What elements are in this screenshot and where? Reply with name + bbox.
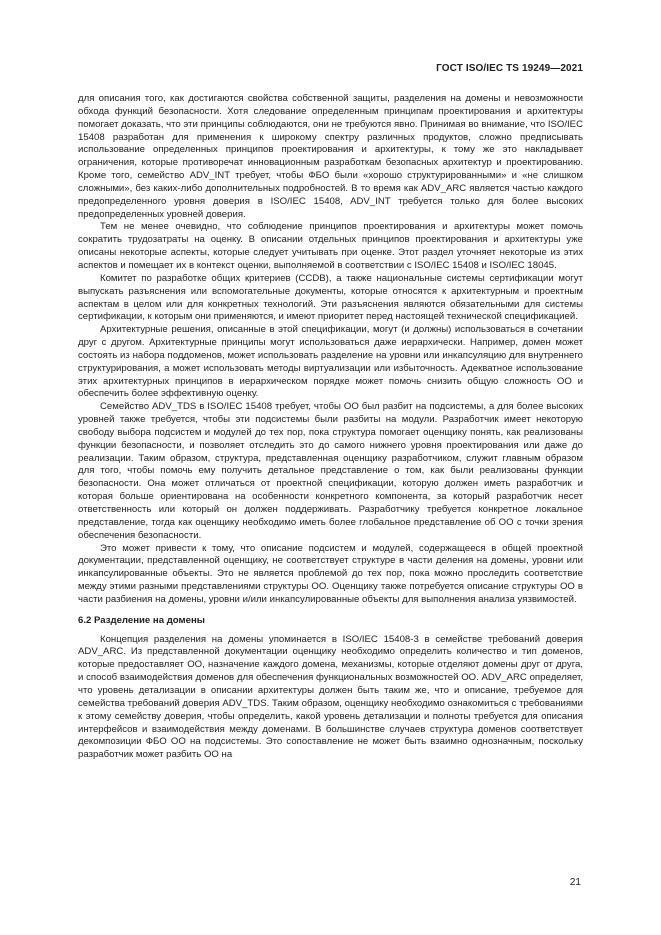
paragraph: Семейство ADV_TDS в ISO/IEC 15408 требует, чтобы ОО был разбит на подсистемы, а для более высоких уровней также требуется, чтобы эти подсистемы были разбиты на модули. Разработчик имеет некоторую свободу выбора подсистем и модулей до тех пор, пока структура помогает оценщику понять, как реализованы функции безопасности, и позволяет отследить это до самого нижнего уровня проектирования или даже до реализации. Таким образом, структура, представленная оценщику разработчиком, служит главным образом для того, чтобы помочь ему получить детальное представление о том, как были реализованы функции безопасности. Она может отличаться от проектной спецификации, которую должен иметь разработчик и которая больше ориентирована на особенности конкретного компонента, за который разработчик несет ответственность или который он должен поддерживать. Разработчику требуется конкретное локальное представление, тогда как оценщику необходимо иметь более глобальное представление об ОО с точки зрения обеспечения безопасности.	[78, 401, 583, 541]
section-heading: 6.2 Разделение на домены	[78, 614, 205, 626]
page-number: 21	[569, 877, 581, 888]
paragraph: Тем не менее очевидно, что соблюдение принципов проектирования и архитектуры может помочь сократить трудозатраты на оценку. В описании отдельных принципов проектирования и архитектуры уже описаны некоторые аспекты, которые следует учитывать при оценке. Этот раздел уточняет некоторые из этих аспектов и помещает их в контекст оценки, выполняемой в соответствии с ISO/IEC 15408 и ISO/IEC 18045.	[78, 221, 583, 271]
page-body	[78, 93, 583, 762]
paragraph: Архитектурные решения, описанные в этой спецификации, могут (и должны) использоваться в сочетании друг с другом. Архитектурные принципы могут использоваться даже иерархически. Например, домен может состоять из набора поддоменов, может использовать разделение на уровни или инкапсуляцию для внутреннего структурирования, а может использовать методы виртуализации или избыточность. Адекватное использование этих архитектурных принципов в иерархическом порядке может помочь снизить общую сложность ОО и обеспечить более эффективную оценку.	[78, 324, 583, 400]
paragraph: Концепция разделения на домены упоминается в ISO/IEC 15408-3 в семействе требований доверия ADV_ARC. Из представленной документации оценщику необходимо определить количество и тип доменов, которые предоставляет ОО, назначение каждого домена, механизмы, которые отделяют домены друг от друга, и способ взаимодействия доменов для обеспечения функциональных возможностей ОО. ADV_ARC определяет, что уровень детализации в описании архитектуры должен быть таким же, что и описание, требуемое для семейства требований доверия ADV_TDS. Таким образом, оценщику необходимо ознакомиться с требованиями к этому семейству доверия, чтобы определить, какой уровень детализации и полноты требуется для описания интерфейсов и взаимодействия между доменами. В большинстве случаев структура доменов соответствует декомпозиции ФБО ОО на подсистемы. Это сопоставление не может быть взаимно однозначным, поскольку разработчик может разбить ОО на	[78, 633, 583, 761]
paragraph: Комитет по разработке общих критериев (CCDB), а также национальные системы сертификации могут выпускать разъяснения или вспомогательные документы, которые относятся к архитектурным и проектным аспектам в целом или для конкретных технологий. Эти разъяснения являются обязательными для системы сертификации, к которым они применяются, и имеют приоритет перед настоящей технической спецификацией.	[78, 272, 583, 323]
paragraph: Это может привести к тому, что описание подсистем и модулей, содержащееся в общей проектной документации, представленной оценщику, не соответствует структуре в части деления на домены, уровни или инкапсулированные объекты. Это не является проблемой до тех пор, пока можно проследить соответствие между этими разными представлениями структуры ОО. Оценщику также потребуется описание структуры ОО в части разбиения на домены, уровни и/или инкапсулированные объекты для выполнения анализа уязвимостей.	[78, 542, 583, 605]
paragraph-continuation: для описания того, как достигаются свойства собственной защиты, разделения на домены и невозможности обхода функций безопасности. Хотя следование определенным принципам проектирования и архитектуры помогает доказать, что эти принципы соблюдаются, они не требуются явно. Принимая во внимание, что ISO/IEC 15408 разработан для применения к широкому спектру различных продуктов, сложно предписывать использование определенных принципов проектирования и архитектуры, к тому же это накладывает ограничения, которые противоречат инновационным разработкам безопасных архитектур и проектированию. Кроме того, семейство ADV_INT требует, чтобы ФБО были «хорошо структурированными» и «не слишком сложными», без каких-либо дополнительных подробностей. В то время как ADV_ARC является частью каждого предопределенного уровня доверия в ISO/IEC 15408, ADV_INT требуется только для более высоких предопределенных уровней доверия.	[78, 93, 583, 220]
document-header: ГОСТ ISO/IEC TS 19249—2021	[436, 63, 583, 74]
